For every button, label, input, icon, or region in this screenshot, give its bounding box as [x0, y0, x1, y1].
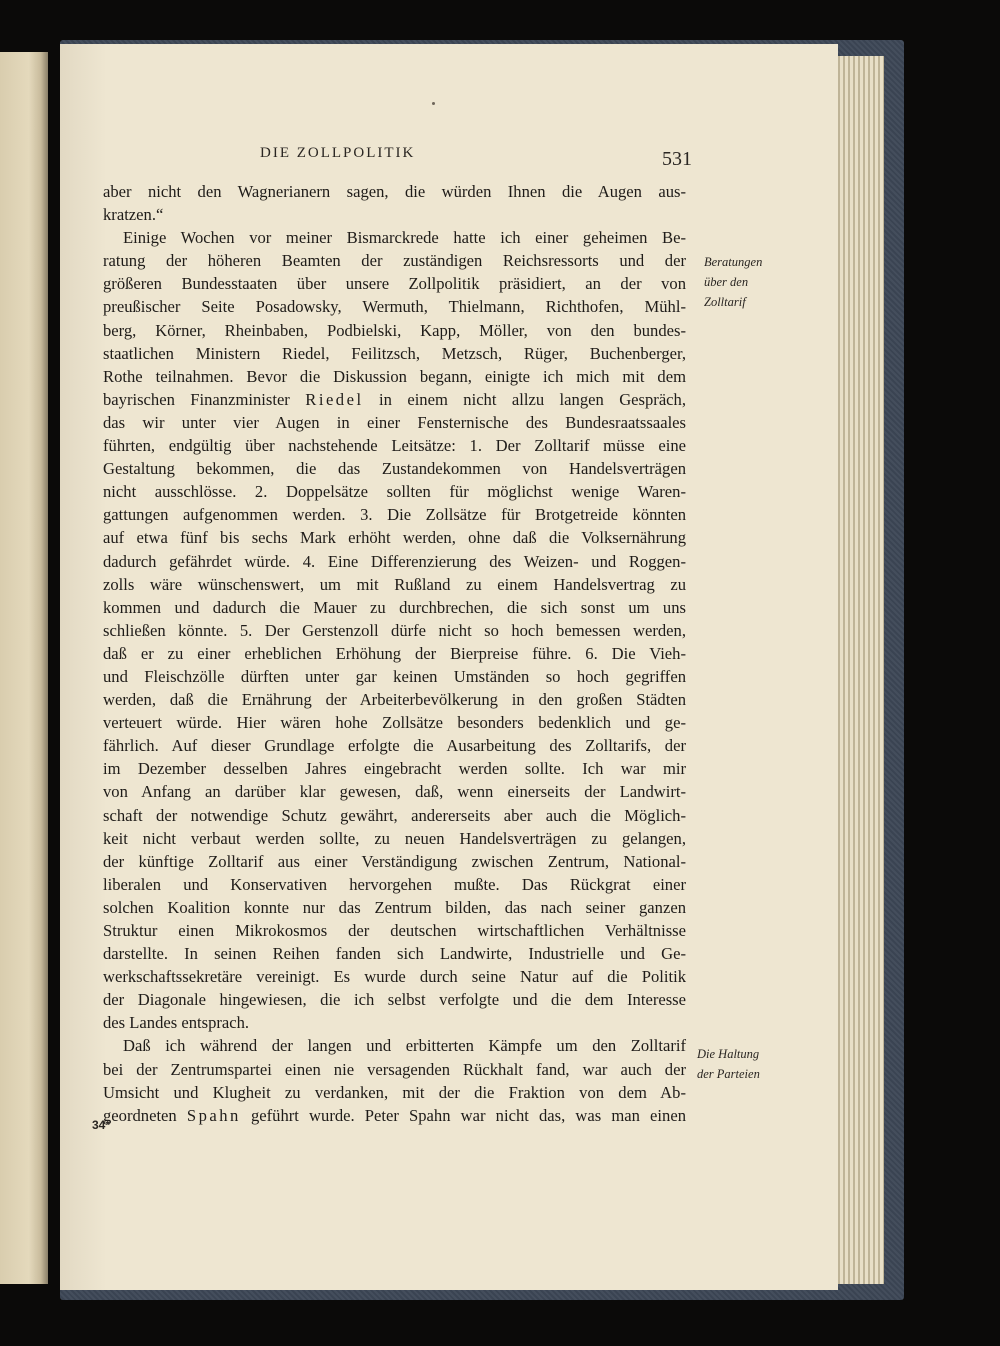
signature-mark: 34*: [92, 1118, 111, 1132]
text-line: aber nicht den Wagnerianern sagen, die würden Ihnen die Augen aus-: [103, 182, 686, 201]
text-line: verteuert würde. Hier wären hohe Zollsätze besonders bedenklich und ge-: [103, 713, 686, 733]
spaced-name: Riedel: [305, 389, 364, 409]
text-line: fährlich. Auf dieser Grundlage erfolgte die Ausarbeitung des Zolltarifs, der: [103, 736, 686, 756]
margin-note-beratungen: [704, 252, 762, 312]
margin-note-line: Die Haltung: [697, 1047, 760, 1061]
text-line: schaft der notwendige Schutz gewährt, andererseits aber auch die Möglich-: [103, 805, 686, 825]
text-line: bei der Zentrumspartei einen nie versagenden Rückhalt fand, war auch der: [103, 1059, 686, 1079]
text-line: größeren Bundesstaaten über unsere Zollpolitik präsidiert, an der von: [103, 274, 686, 294]
text-line: im Dezember desselben Jahres eingebracht werden sollte. Ich war mir: [103, 759, 686, 779]
text-segment: in einem nicht allzu langen Gespräch,: [363, 389, 686, 409]
text-line: dadurch gefährdet würde. 4. Eine Differenzierung des Weizen- und Roggen-: [103, 551, 686, 571]
margin-note-haltung: [697, 1044, 760, 1084]
text-line: staatlichen Ministern Riedel, Feilitzsch, Metzsch, Rüger, Buchenberger,: [103, 343, 686, 363]
text-line: schließen könnte. 5. Der Gerstenzoll dürfe nicht so hoch bemessen werden,: [103, 620, 686, 640]
margin-note-line: Zolltarif: [704, 295, 746, 309]
text-line: [103, 388, 686, 411]
text-line: keit nicht verbaut werden sollte, zu neuen Handelsverträgen zu gelangen,: [103, 828, 686, 848]
text-line: kommen und dadurch die Mauer zu durchbrechen, die sich sonst um uns: [103, 597, 686, 617]
paper-speck: [432, 102, 435, 105]
text-segment: bayrischen Finanzminister: [103, 389, 306, 409]
text-line: darstellte. In seinen Reihen fanden sich Landwirte, Industrielle und Ge-: [103, 944, 686, 964]
text-line: das wir unter vier Augen in einer Fensternische des Bundesraatssaales: [103, 412, 686, 432]
margin-note-line: Beratungen: [704, 255, 763, 269]
margin-note-line: der Parteien: [697, 1067, 760, 1081]
text-line: gattungen aufgenommen werden. 3. Die Zollsätze für Brotgetreide könnten: [103, 505, 686, 525]
text-line: der Diagonale hingewiesen, die ich selbst verfolgte und die dem Interesse: [103, 990, 686, 1010]
text-line: werkschaftssekretäre vereinigt. Es wurde durch seine Natur auf die Politik: [103, 967, 686, 987]
text-line: und Fleischzölle dürften unter gar keinen Umständen so hoch gegriffen: [103, 666, 686, 686]
text-line: zolls wäre wünschenswert, um mit Rußland zu einem Handelsvertrag zu: [103, 574, 686, 594]
text-line: führten, endgültig über nachstehende Leitsätze: 1. Der Zolltarif müsse eine: [103, 436, 686, 456]
facing-page-edge: [0, 52, 48, 1284]
text-line: berg, Körner, Rheinbaben, Podbielski, Kapp, Möller, von den bundes-: [103, 320, 686, 340]
text-segment: geführt wurde. Peter Spahn war nicht das, was man einen: [240, 1105, 686, 1125]
text-line: von Anfang an darüber klar gewesen, daß, wenn einerseits der Landwirt-: [103, 782, 686, 802]
margin-note-line: über den: [704, 275, 749, 289]
text-line: kratzen.“: [103, 205, 164, 225]
text-line: liberalen und Konservativen hervorgehen mußte. Das Rückgrat einer: [103, 874, 686, 894]
spaced-name: Spahn: [186, 1105, 241, 1125]
page-number: 531: [662, 148, 692, 170]
text-line: solchen Koalition konnte nur das Zentrum bilden, das nach seiner ganzen: [103, 897, 686, 917]
body-text: [103, 180, 686, 1127]
text-line: ratung der höheren Beamten der zuständigen Reichsressorts und der: [103, 251, 686, 271]
text-segment: geordneten: [103, 1105, 187, 1125]
text-line: Gestaltung bekommen, die das Zustandekommen von Handelsverträgen: [103, 459, 686, 479]
text-line: Umsicht und Klugheit zu verdanken, mit der die Fraktion von dem Ab-: [103, 1082, 686, 1102]
text-line: [103, 1104, 686, 1127]
running-head: DIE ZOLLPOLITIK: [260, 145, 416, 161]
text-line: daß er zu einer erheblichen Erhöhung der Bierpreise führe. 6. Die Vieh-: [103, 643, 686, 663]
text-line: des Landes entsprach.: [103, 1013, 250, 1033]
text-line: der künftige Zolltarif aus einer Verständigung zwischen Zentrum, National-: [103, 851, 686, 871]
text-line: Rothe teilnahmen. Bevor die Diskussion begann, einigte ich mich mit dem: [103, 366, 686, 386]
text-line: Daß ich während der langen und erbitterten Kämpfe um den Zolltarif: [123, 1036, 686, 1056]
text-line: werden, daß die Ernährung der Arbeiterbevölkerung in den großen Städten: [103, 690, 686, 710]
text-line: Struktur einen Mikrokosmos der deutschen wirtschaftlichen Verhältnisse: [103, 921, 686, 940]
text-line: nicht ausschlösse. 2. Doppelsätze sollten für möglichst wenige Waren-: [103, 482, 686, 502]
text-line: Einige Wochen vor meiner Bismarckrede hatte ich einer geheimen Be-: [123, 228, 686, 248]
text-line: auf etwa fünf bis sechs Mark erhöht werden, ohne daß die Volksernährung: [103, 528, 686, 548]
text-line: preußischer Seite Posadowsky, Wermuth, Thielmann, Richthofen, Mühl-: [103, 297, 686, 317]
